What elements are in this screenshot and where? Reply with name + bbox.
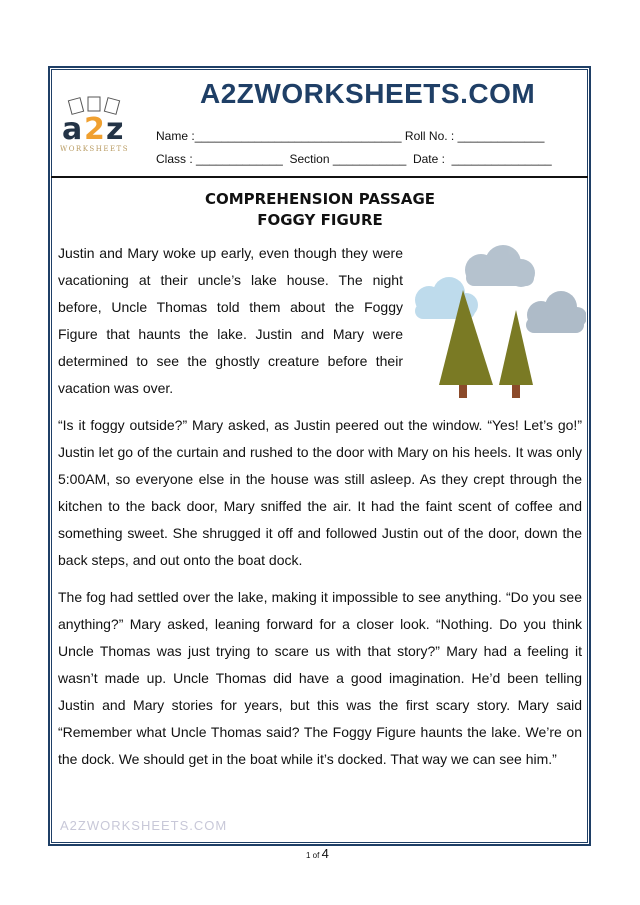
a2z-logo xyxy=(58,95,140,155)
paragraph-3: The fog had settled over the lake, making it impossible to see anything. “Do you see anything?” Mary asked, leaning forward for a closer look. “Nothing. Do you think Uncle Thomas was just trying to scare us with that story?” Mary had a feeling it wasn’t made up. Uncle Thomas did have a good imagination. He’d been telling Justin and Mary stories for years, but this was the first scary story. Mary said “Remember what Uncle Thomas said? The Foggy Figure haunts the lake. We’re on the dock. We should get in the boat while it’s docked. That way we can see him.” xyxy=(58,589,582,767)
section-label: Section xyxy=(289,152,330,166)
date-label: Date : xyxy=(412,152,445,166)
passage-heading: COMPREHENSION PASSAGE xyxy=(204,190,436,208)
roll-label: Roll No. : xyxy=(404,129,455,143)
svg-text:z: z xyxy=(106,112,124,147)
class-label: Class : xyxy=(156,152,193,166)
page-total: 4 xyxy=(321,846,329,861)
svg-text:2: 2 xyxy=(84,112,105,147)
watermark: A2ZWORKSHEETS.COM xyxy=(60,818,228,833)
roll-field[interactable]: _____________ xyxy=(457,129,545,143)
paragraph-1: Justin and Mary woke up early, even though they were vacationing at their uncle’s lake house. The night before, Uncle Thomas told them about the Foggy Figure that haunts the lake. Justin and Mary were determined to see the ghostly creature before their vacation was over. xyxy=(58,245,403,396)
section-field[interactable]: ___________ xyxy=(332,152,407,166)
name-field[interactable]: _______________________________ xyxy=(194,129,402,143)
date-field[interactable]: _______________ xyxy=(451,152,552,166)
foggy-trees-illustration xyxy=(411,245,586,400)
header-divider xyxy=(51,176,588,178)
page-indicator xyxy=(306,846,329,861)
name-roll-row xyxy=(156,129,544,143)
page-prefix: 1 of xyxy=(306,851,320,860)
svg-text:WORKSHEETS: WORKSHEETS xyxy=(60,145,130,153)
passage-body xyxy=(58,240,582,783)
paragraph-2: “Is it foggy outside?” Mary asked, as Justin peered out the window. “Yes! Let’s go!” Justin let go of the curtain and rushed to the door with Mary on his heels. It was only 5:00AM, so everyone else in the house was still asleep. As they crept through the kitchen to the back door, Mary sniffed the air. It had the faint scent of coffee and something sweet. She shrugged it off and followed Justin out of the door, down the back steps, and out onto the boat dock. xyxy=(58,417,582,568)
svg-text:a: a xyxy=(62,112,83,147)
passage-title: FOGGY FIGURE xyxy=(257,211,383,229)
site-title: A2ZWORKSHEETS.COM xyxy=(200,78,536,109)
class-field[interactable]: _____________ xyxy=(196,152,283,166)
name-label: Name : xyxy=(156,129,195,143)
class-section-date-row xyxy=(156,152,552,166)
